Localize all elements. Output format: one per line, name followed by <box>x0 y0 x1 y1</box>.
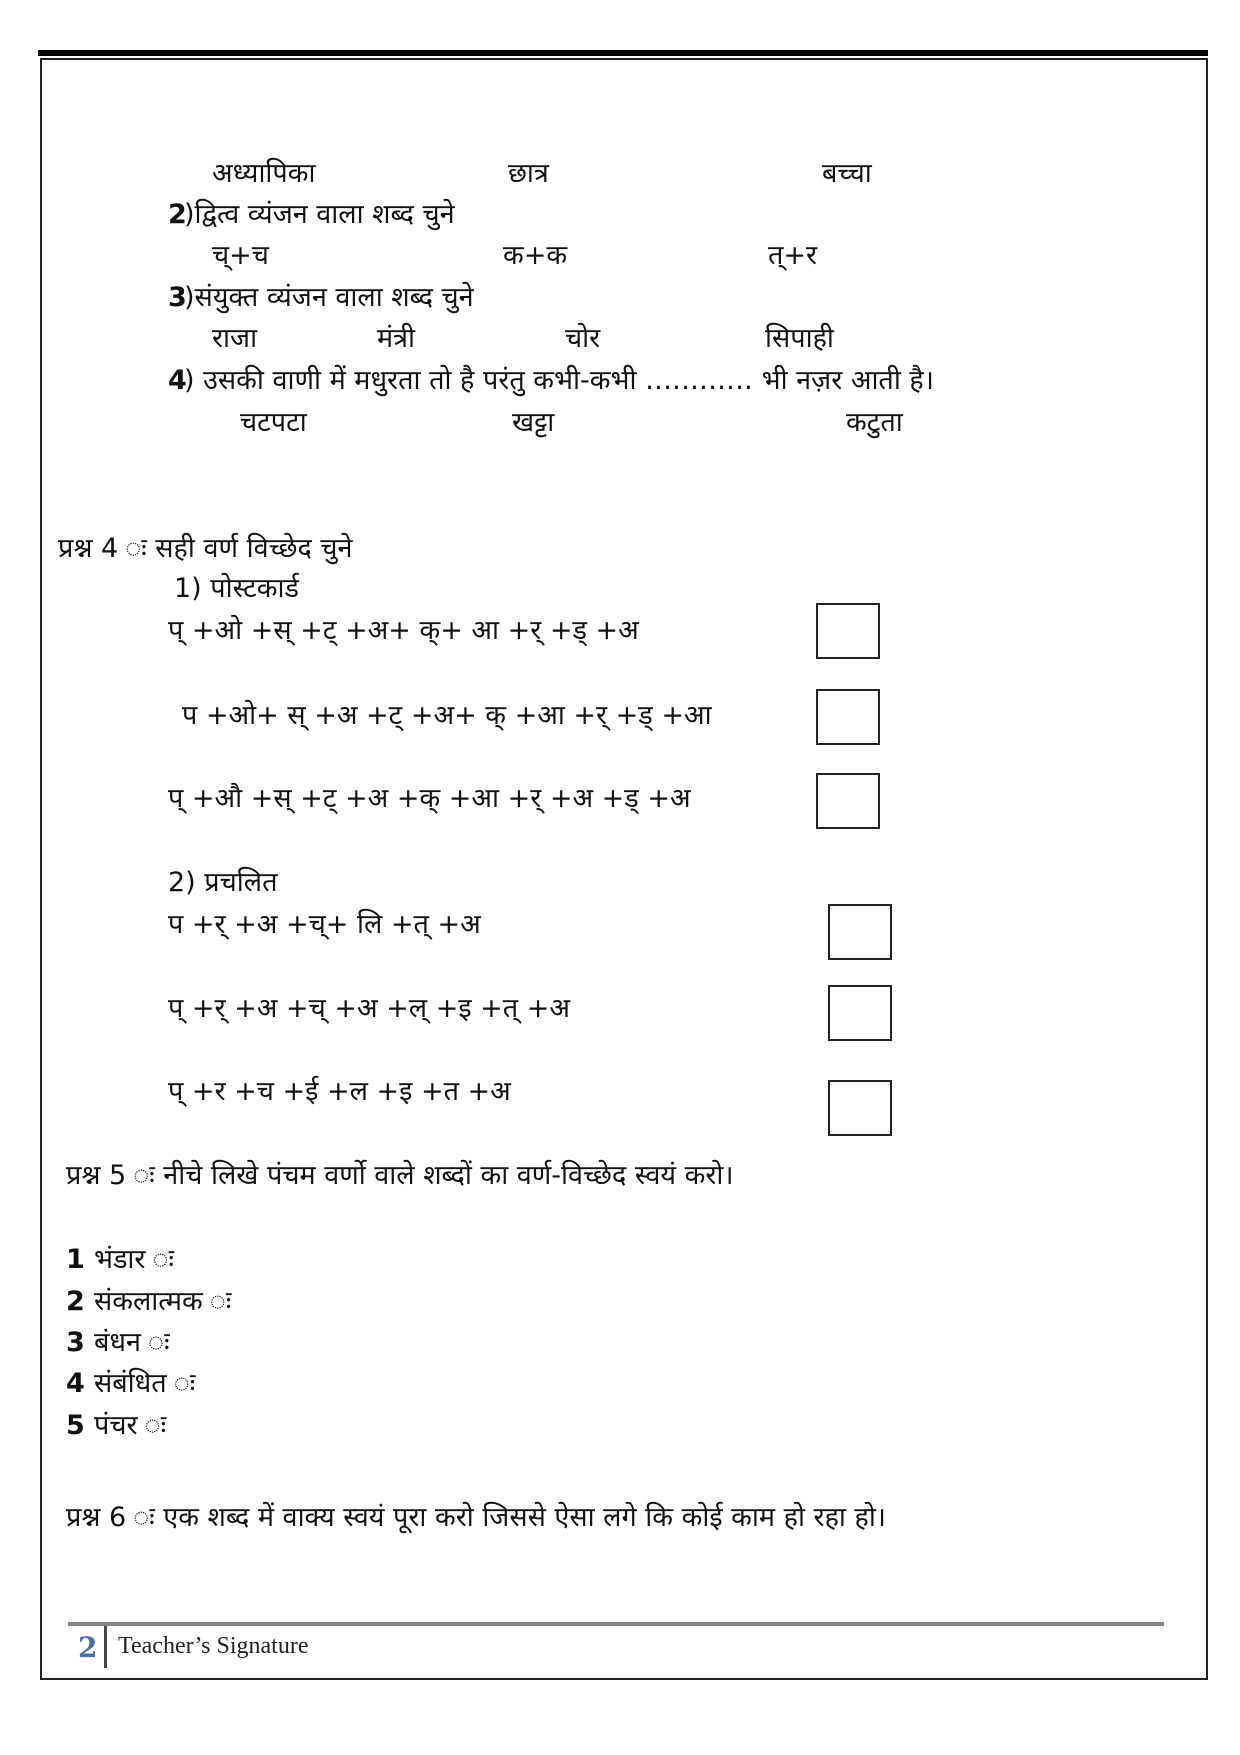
footer-rule <box>68 1622 1164 1626</box>
page-number: 2 <box>78 1631 98 1664</box>
q5-item5-word: पंचर ः <box>94 1410 167 1441</box>
q3-item4-text: ) उसकी वाणी में मधुरता तो है परंतु कभी-कभी ………… भी नज़र आती है। <box>184 365 934 396</box>
q3-opt1-b: छात्र <box>508 158 549 189</box>
q4-word1: 1) पोस्टकार्ड <box>174 573 299 604</box>
q3-opt4-a: चटपटा <box>240 407 307 438</box>
q4-word2-answer-box-1[interactable] <box>828 904 892 960</box>
q3-opt3-a: राजा <box>212 323 258 354</box>
q3-item2-text: )द्वित्व व्यंजन वाला शब्द चुने <box>184 199 455 230</box>
q3-opt3-c: चोर <box>565 323 601 354</box>
q3-opt4-b: खट्टा <box>512 407 555 438</box>
teacher-signature-label: Teacher’s Signature <box>118 1633 309 1659</box>
q4-word2-option-3: प् +र +च +ई +ल +इ +त +अ <box>168 1076 511 1107</box>
q5-item1-word: भंडार ः <box>94 1244 174 1275</box>
q5-title: प्रश्न 5 ः नीचे लिखे पंचम वर्णो वाले शब्दों का वर्ण-विच्छेद स्वयं करो। <box>66 1160 734 1191</box>
q3-item3-text: )संयुक्त व्यंजन वाला शब्द चुने <box>184 282 474 313</box>
q5-item5-number: 5 <box>66 1410 85 1441</box>
q4-word2-answer-box-2[interactable] <box>828 985 892 1041</box>
q3-opt3-d: सिपाही <box>765 323 834 354</box>
q4-word2-option-1: प +र् +अ +च्+ लि +त् +अ <box>168 909 481 940</box>
q5-item3-word: बंधन ः <box>94 1327 170 1358</box>
q5-item4-word: संबंधित ः <box>94 1368 196 1399</box>
q4-word2-option-2: प् +र् +अ +च् +अ +ल् +इ +त् +अ <box>168 993 571 1024</box>
q3-item4-number: 4 <box>168 365 187 396</box>
q4-word1-option-3: प् +औ +स् +ट् +अ +क् +आ +र् +अ +ड् +अ <box>168 783 691 814</box>
q4-word1-answer-box-3[interactable] <box>816 773 880 829</box>
q3-opt2-a: च्+च <box>212 240 269 271</box>
top-border-rule <box>38 50 1208 56</box>
q5-item1-number: 1 <box>66 1244 85 1275</box>
q3-item3-number: 3 <box>168 282 187 313</box>
q4-word2: 2) प्रचलित <box>168 867 278 898</box>
q5-item3-number: 3 <box>66 1327 85 1358</box>
q4-word1-option-2: प +ओ+ स् +अ +ट् +अ+ क् +आ +र् +ड् +आ <box>182 700 712 731</box>
q4-word1-answer-box-2[interactable] <box>816 689 880 745</box>
q5-item2-word: संकलात्मक ः <box>94 1286 232 1317</box>
q6-title: प्रश्न 6 ः एक शब्द में वाक्य स्वयं पूरा करो जिससे ऐसा लगे कि कोई काम हो रहा हो। <box>66 1502 887 1533</box>
q3-opt4-c: कटुता <box>846 407 903 438</box>
q5-item4-number: 4 <box>66 1368 85 1399</box>
q4-title: प्रश्न 4 ः सही वर्ण विच्छेद चुने <box>58 533 353 564</box>
q3-item2-number: 2 <box>168 199 187 230</box>
q3-opt2-c: त्+र <box>768 240 818 271</box>
q4-word1-answer-box-1[interactable] <box>816 603 880 659</box>
footer-divider <box>104 1626 107 1668</box>
q3-opt1-c: बच्चा <box>822 158 872 189</box>
q4-word2-answer-box-3[interactable] <box>828 1080 892 1136</box>
q3-opt2-b: क+क <box>503 240 568 271</box>
q3-opt3-b: मंत्री <box>377 323 416 354</box>
q5-item2-number: 2 <box>66 1286 85 1317</box>
q3-opt1-a: अध्यापिका <box>212 158 316 189</box>
q4-word1-option-1: प् +ओ +स् +ट् +अ+ क्+ आ +र् +ड् +अ <box>168 615 639 646</box>
